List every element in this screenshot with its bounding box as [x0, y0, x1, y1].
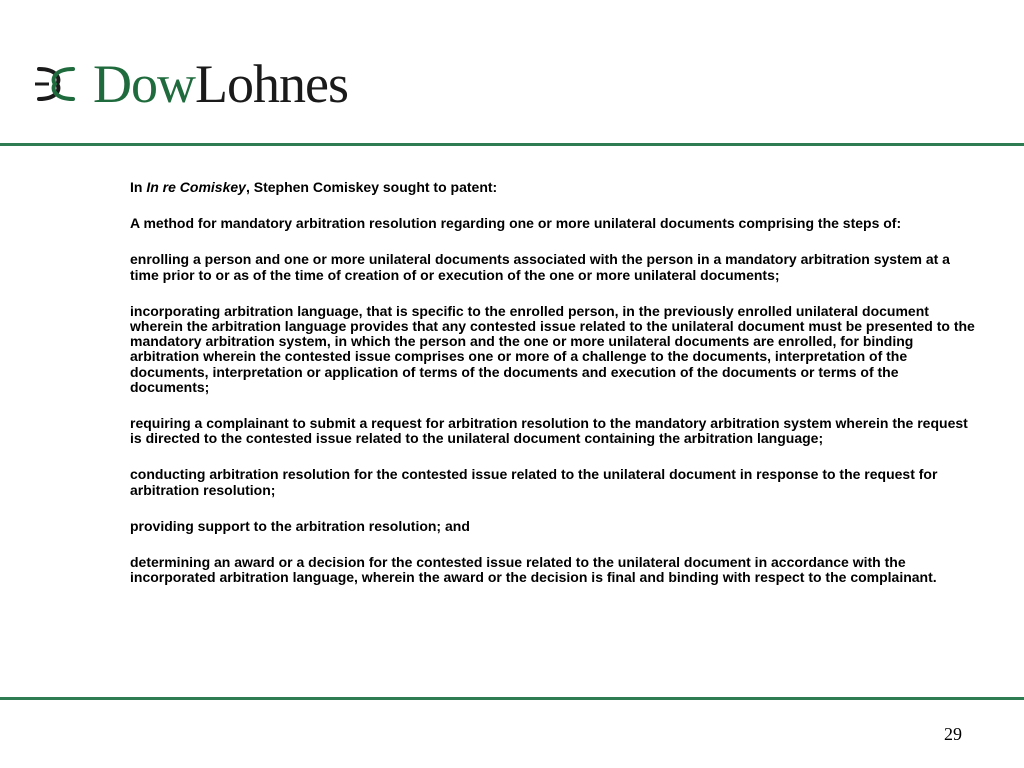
claim-step-determining: determining an award or a decision for the contested issue related to the unilateral document in accordance with the incorporated arbitration language, wherein the award or the decision is final and binding with respect to the complainant.: [130, 554, 937, 586]
header-divider: [0, 143, 1024, 146]
claim-step-enrolling: enrolling a person and one or more unilateral documents associated with the person in a mandatory arbitration system at a time prior to or as of the time of creation of or execution of the one or more unilateral documents;: [130, 251, 950, 283]
logo-text-lohnes: Lohnes: [195, 54, 348, 114]
intro-paragraph: [130, 180, 980, 195]
company-logo: [33, 56, 348, 112]
claim-preamble: A method for mandatory arbitration resolution regarding one or more unilateral documents comprising the steps of:: [130, 215, 902, 232]
logo-wordmark: [93, 54, 348, 114]
intro-prefix: In: [130, 179, 147, 195]
claim-step-requiring: requiring a complainant to submit a request for arbitration resolution to the mandatory arbitration system wherein the request is directed to the contested issue related to the unilateral document containing the arbitration language;: [130, 415, 968, 447]
case-name: In re Comiskey: [146, 179, 246, 195]
slide-body: [130, 180, 980, 606]
page-number: 29: [944, 724, 962, 744]
dowlohnes-logo-mark-icon: [33, 61, 79, 107]
logo-text-dow: Dow: [93, 54, 195, 114]
intro-suffix: , Stephen Comiskey sought to patent:: [245, 179, 498, 195]
claim-step-providing: providing support to the arbitration resolution; and: [130, 517, 470, 534]
footer-divider: [0, 697, 1024, 700]
claim-step-conducting: conducting arbitration resolution for the contested issue related to the unilateral document in response to the request for arbitration resolution;: [130, 466, 938, 498]
claim-step-incorporating: incorporating arbitration language, that is specific to the enrolled person, in the previously enrolled unilateral document wherein the arbitration language provides that any contested issue related to the unilateral document must be presented to the mandatory arbitration system, in which the person and the one or more unilateral documents are enrolled, for binding arbitration wherein the contested issue comprises one or more of a challenge to the documents, interpretation of the documents, interpretation or application of terms of the documents and execution of the documents or terms of the documents;: [130, 302, 975, 395]
